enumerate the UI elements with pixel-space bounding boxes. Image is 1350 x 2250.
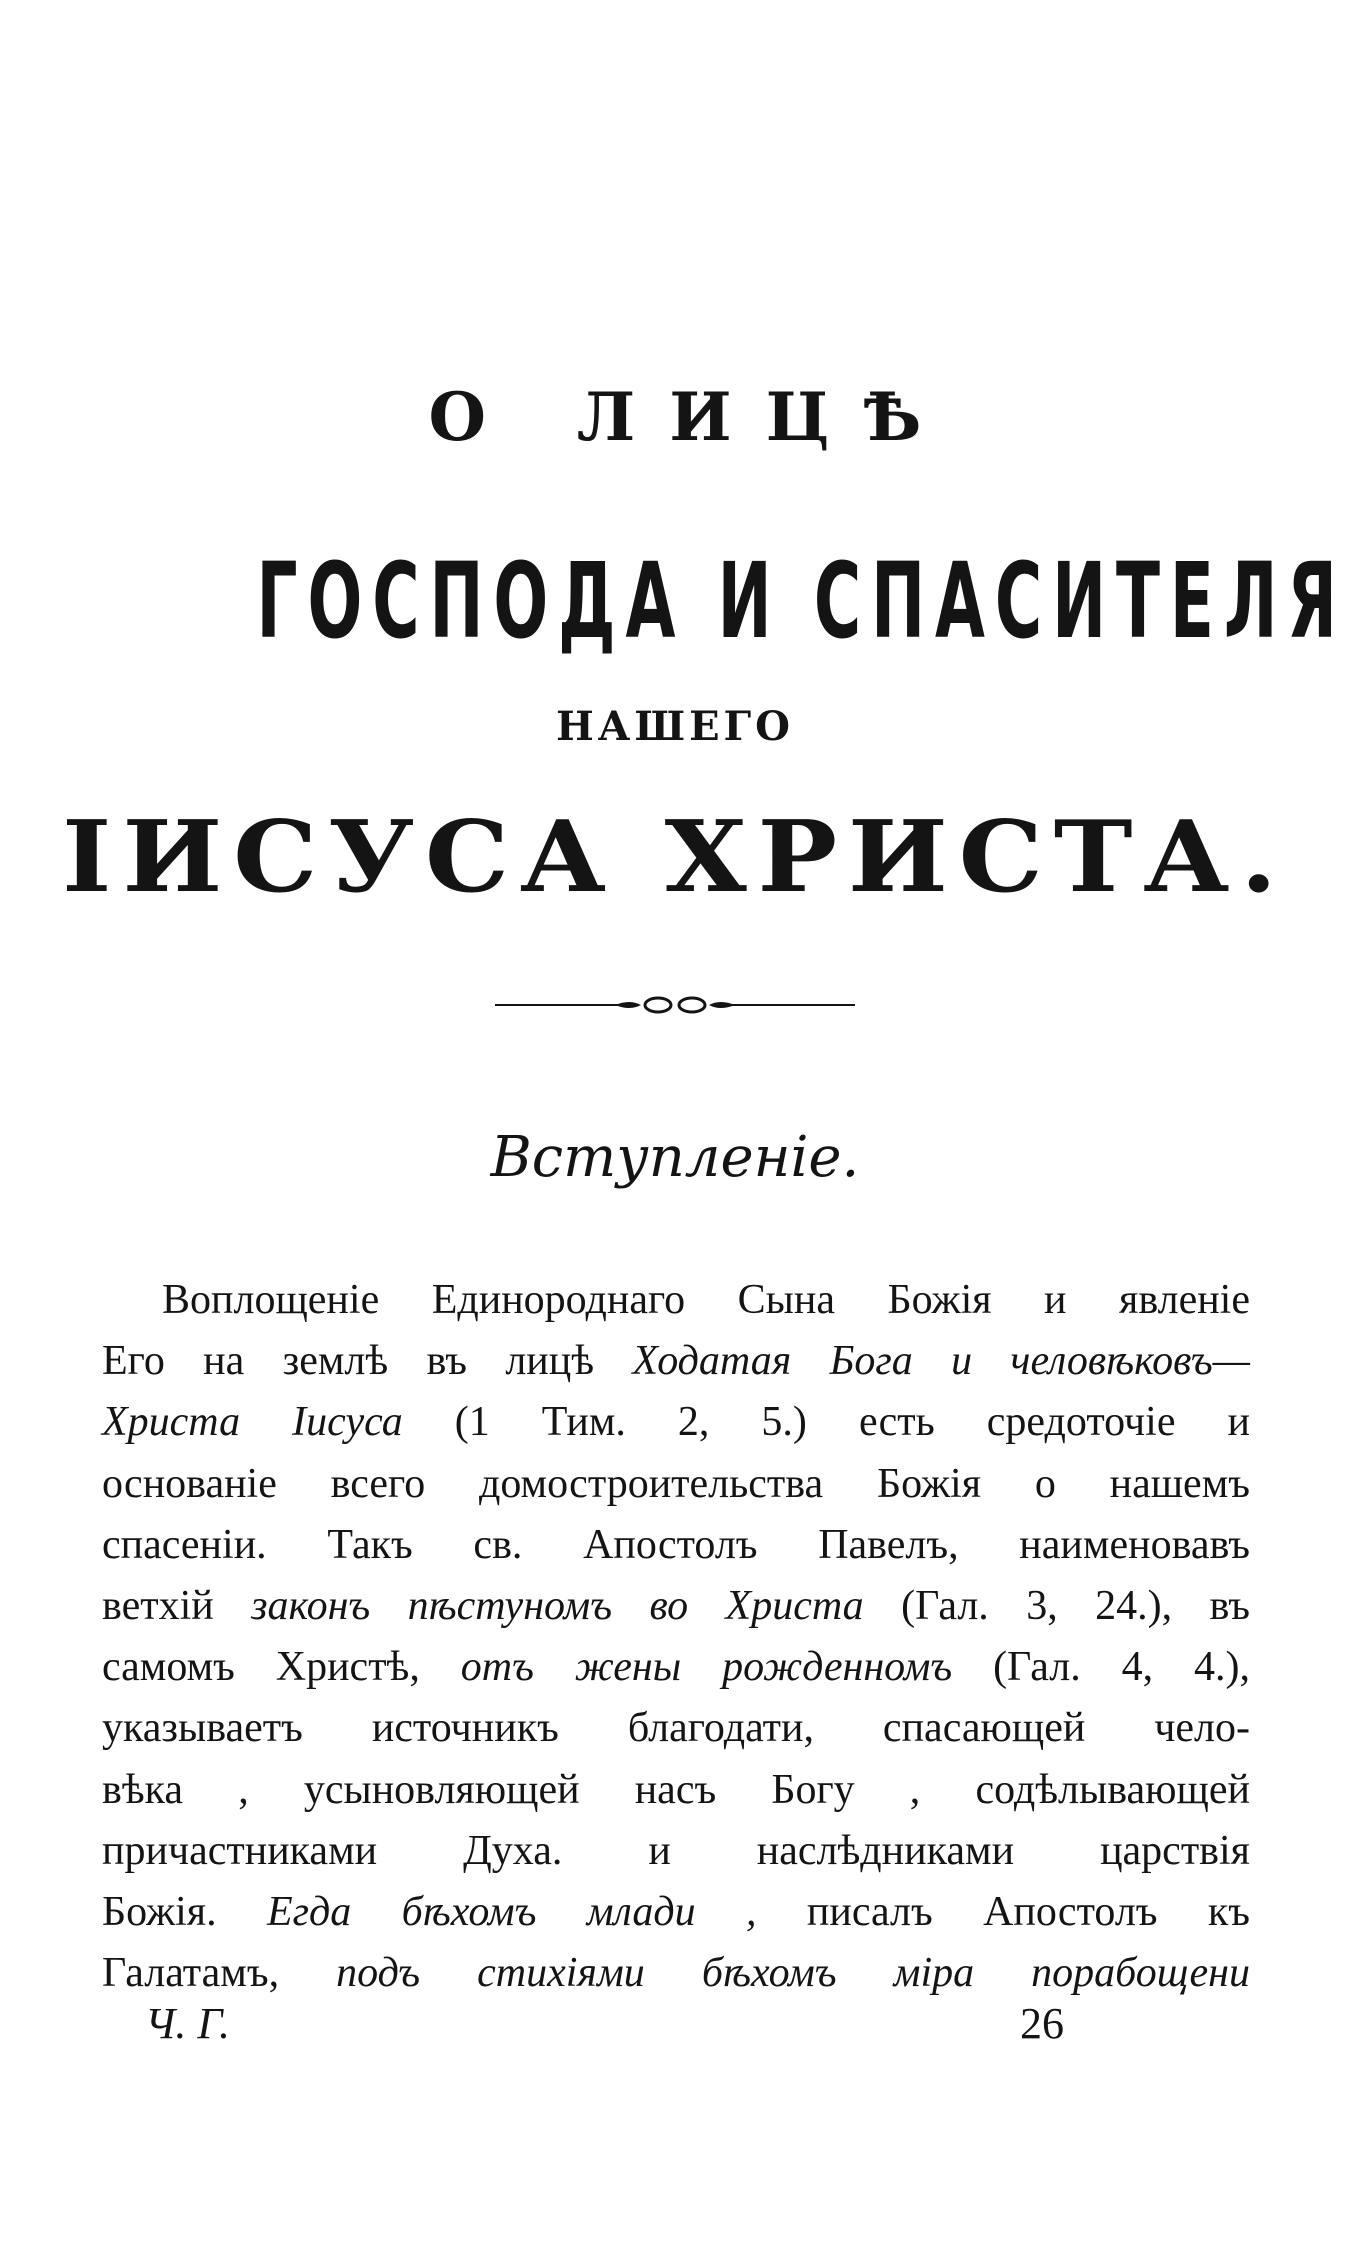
text-line: [102, 1698, 1250, 1759]
text-run: Галатамъ,: [102, 1950, 337, 1997]
title-line-4: ІИСУСА ХРИСТА.: [62, 800, 1288, 915]
text-run: причастниками Духа. и наслѣдниками царствія: [102, 1827, 1250, 1874]
text-line: [102, 1454, 1250, 1515]
text-run: самомъ Христѣ,: [102, 1644, 461, 1691]
text-line: [102, 1760, 1250, 1821]
text-line: [102, 1882, 1250, 1943]
text-line: [102, 1821, 1250, 1882]
body-paragraph: [102, 1270, 1250, 2004]
text-run: (Гал. 4, 4.),: [952, 1644, 1251, 1691]
text-run: Божія.: [102, 1888, 267, 1935]
text-run: (Гал. 3, 24.), въ: [863, 1582, 1251, 1629]
text-run: указываетъ источникъ благодати, спасающей чело-: [102, 1705, 1250, 1752]
title-line-3: НАШЕГО: [555, 703, 795, 750]
section-subtitle: Вступленіе.: [490, 1125, 860, 1190]
signature-mark: Ч. Г.: [145, 1999, 231, 2048]
text-line: [102, 1270, 1250, 1331]
text-run: Его на землѣ въ лицѣ: [102, 1338, 633, 1385]
text-line: [102, 1637, 1250, 1698]
italic-run: подъ стихіями бѣхомъ міра порабощени: [336, 1950, 1250, 1997]
text-run: ветхій: [102, 1582, 252, 1629]
text-line: [102, 1515, 1250, 1576]
italic-run: Егда бѣхомъ млади ,: [266, 1888, 757, 1935]
italic-run: Христа Іисуса: [102, 1399, 403, 1446]
title-line-2: ГОСПОДА И СПАСИТЕЛЯ: [256, 540, 1347, 662]
text-run: (1 Тим. 2, 5.) есть средоточіе и: [402, 1399, 1250, 1446]
text-line: [102, 1576, 1250, 1637]
text-run: вѣка , усыновляющей насъ Богу , содѣлывающей: [102, 1766, 1250, 1813]
text-run: основаніе всего домостроительства Божія о нашемъ: [102, 1460, 1250, 1507]
italic-run: отъ жены рожденномъ: [460, 1644, 953, 1691]
italic-run: Ходатая Бога и человѣковъ—: [632, 1338, 1251, 1385]
text-line: [102, 1331, 1250, 1392]
text-run: писалъ Апостолъ къ: [756, 1888, 1250, 1935]
page-number: 26: [1020, 1999, 1064, 2048]
text-run: спасеніи. Такъ св. Апостолъ Павелъ, наименовавъ: [102, 1521, 1250, 1568]
title-line-1: О ЛИЦѢ: [428, 378, 956, 456]
text-line: [102, 1943, 1250, 2004]
italic-run: законъ пѣстуномъ во Христа: [251, 1582, 864, 1629]
ornament-divider-icon: [495, 990, 855, 1020]
text-run: Воплощеніе Единороднаго Сына Божія и явленіе: [162, 1277, 1250, 1323]
text-line: [102, 1392, 1250, 1453]
